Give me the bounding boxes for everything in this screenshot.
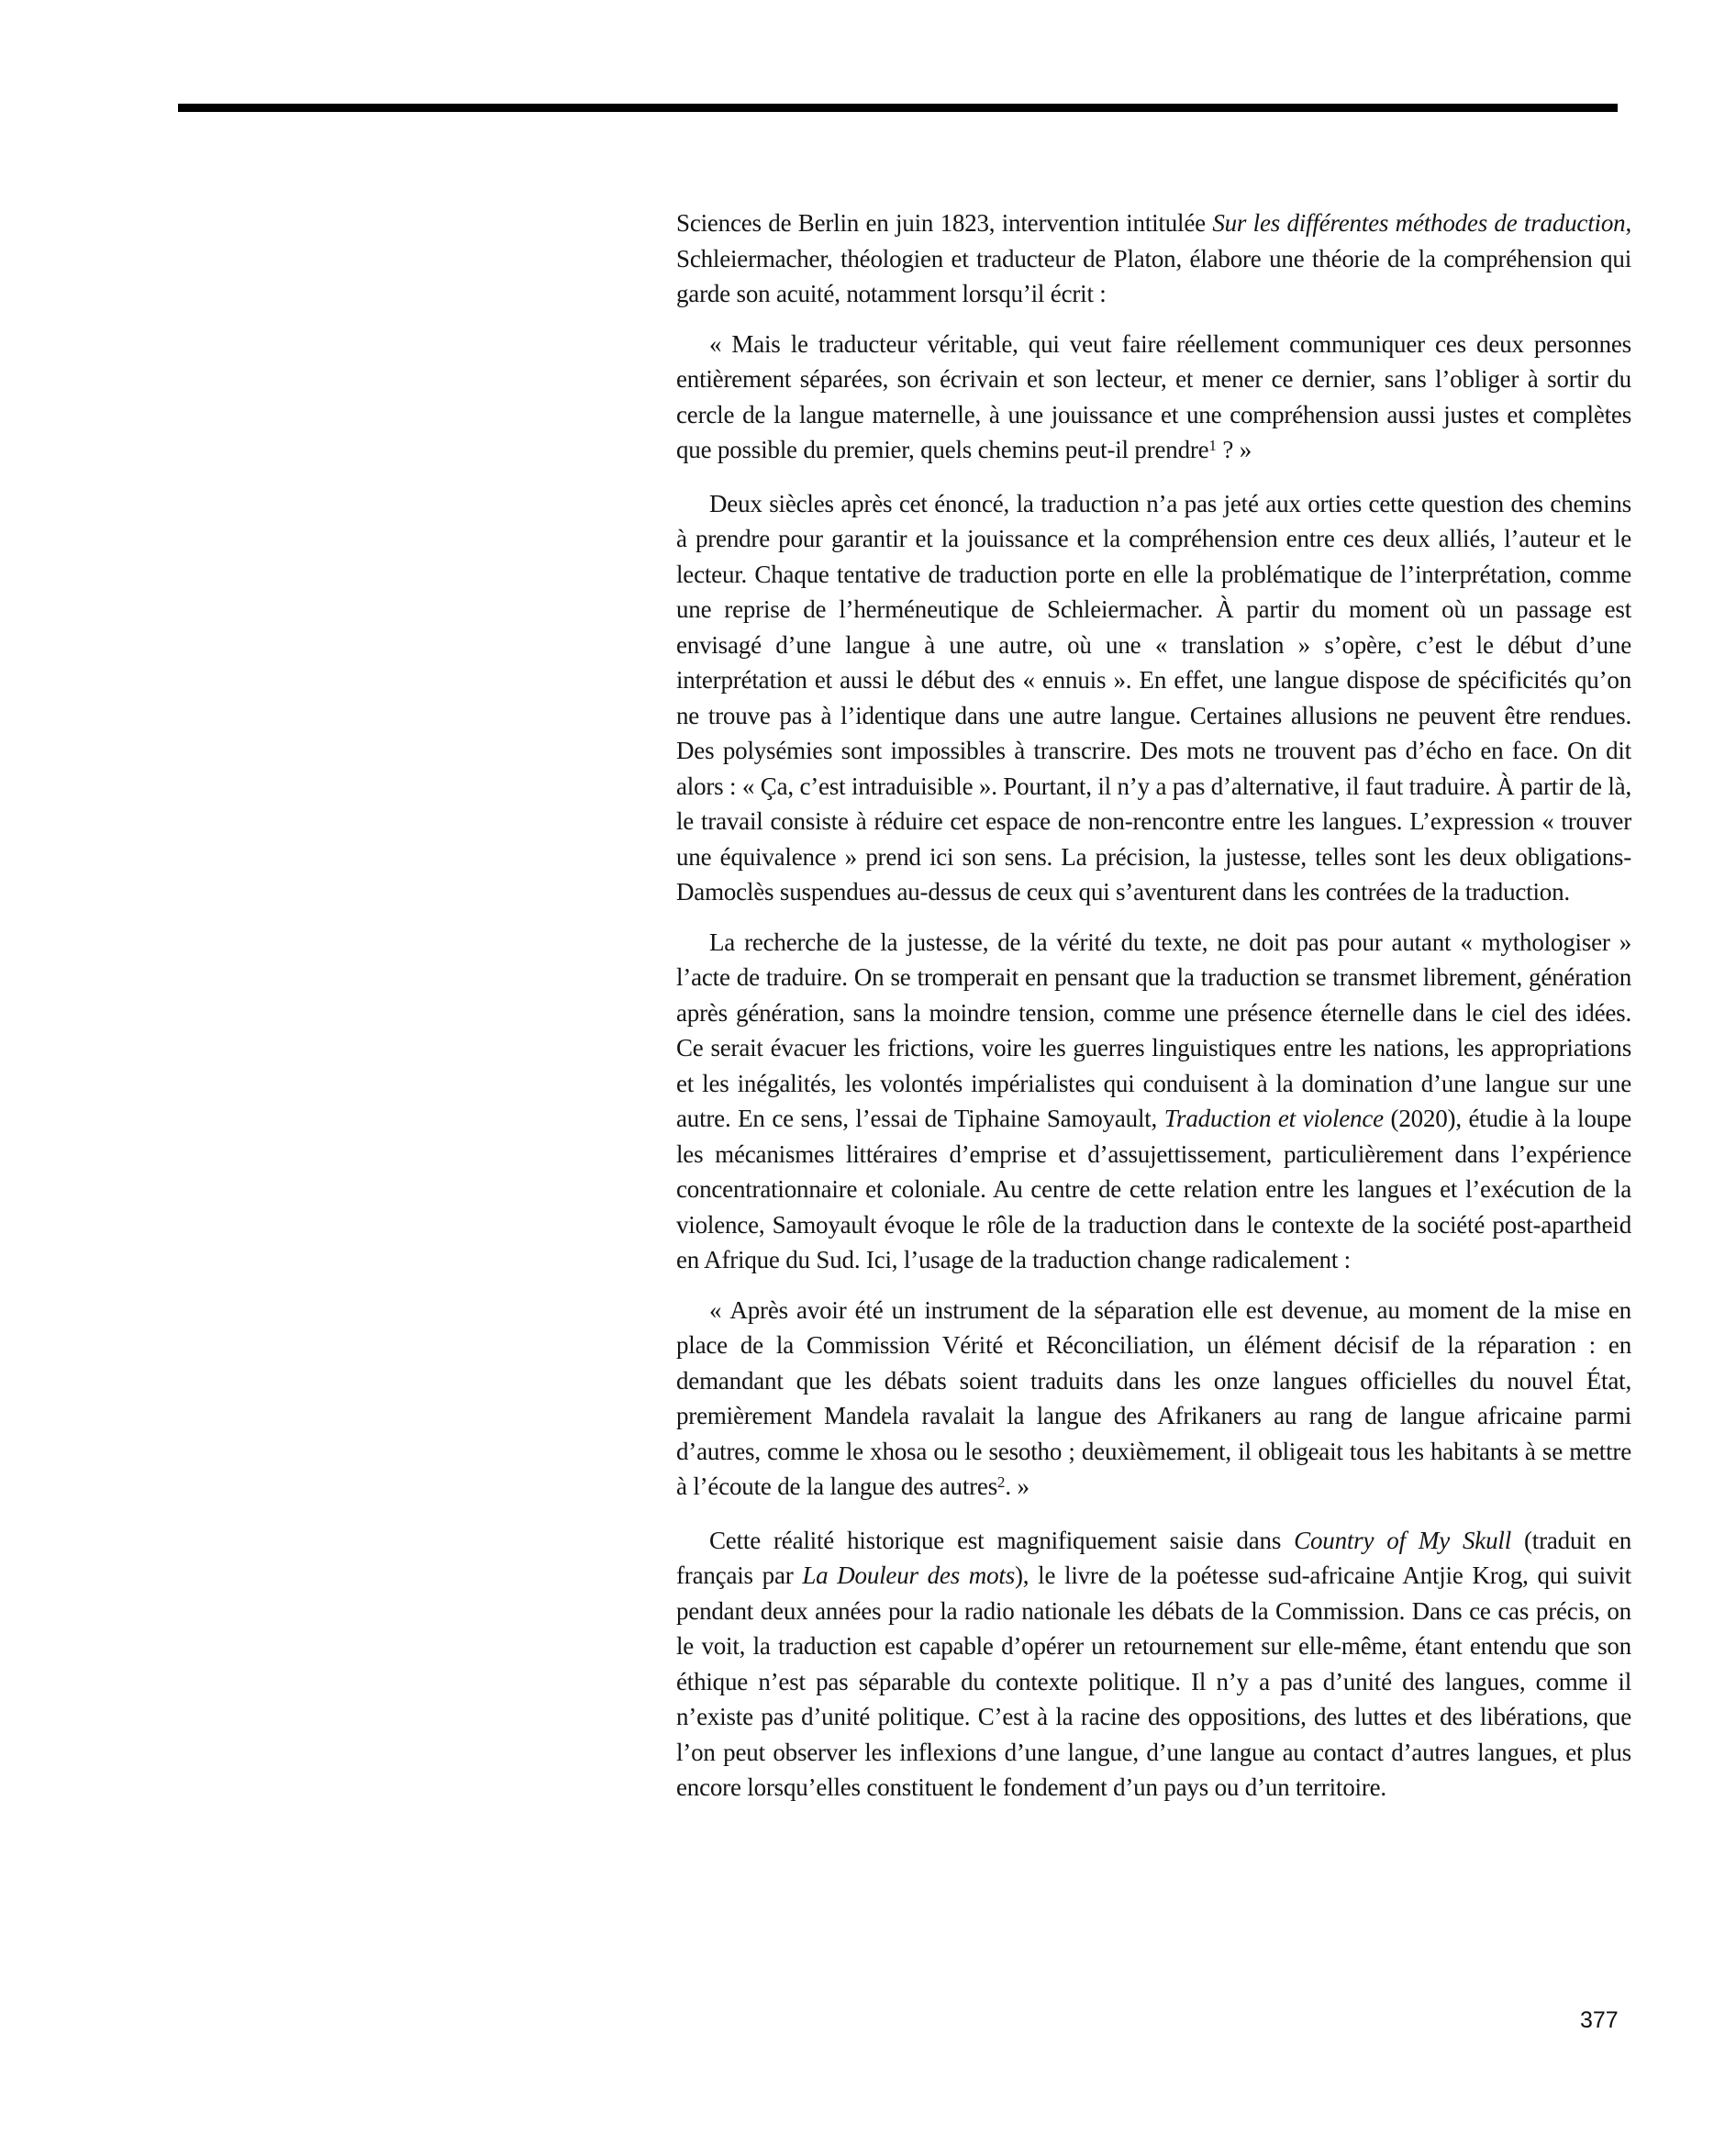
paragraph-intro	[676, 206, 1631, 312]
header-rule	[178, 104, 1618, 112]
page-number: 377	[1580, 2007, 1619, 2033]
text-segment: , Schleiermacher, théologien et traducteur de Platon, élabore une théorie de la compréhension qui garde son acuité, notamment lorsqu’il écrit :	[676, 209, 1631, 307]
footnote-reference: 2	[997, 1473, 1006, 1492]
text-segment: Deux siècles après cet énoncé, la traduction n’a pas jeté aux orties cette question des chemins à prendre pour garantir et la jouissance et la compréhension entre ces deux alliés, l’auteur et le lecteur. Chaque tentative de traduction porte en elle la problématique de l’interprétation, comme une reprise de l’herméneutique de Schleiermacher. À partir du moment où un passage est envisagé d’une langue à une autre, où une « translation » s’opère, c’est le début d’une interprétation et aussi le début des « ennuis ». En effet, une langue dispose de spécificités qu’on ne trouve pas à l’identique dans une autre langue. Certaines allusions ne peuvent être rendues. Des polysémies sont impossibles à transcrire. Des mots ne trouvent pas d’écho en face. On dit alors : « Ça, c’est intraduisible ». Pourtant, il n’y a pas d’alternative, il faut traduire. À partir de là, le travail consiste à réduire cet espace de non-rencontre entre les langues. L’expression « trouver une équivalence » prend ici son sens. La précision, la justesse, telles sont les deux obligations-Damoclès suspendues au-dessus de ceux qui s’aventurent dans les contrées de la traduction.	[676, 489, 1631, 906]
paragraph-quote-schleiermacher	[676, 327, 1631, 472]
text-segment: (2020), étudie à la loupe les mécanismes littéraires d’emprise et d’assujettissement, particulièrement dans l’expérience concentrationnaire et coloniale. Au centre de cette relation entre les langues et l’exécution de la violence, Samoyault évoque le rôle de la traduction dans le contexte de la société post-apartheid en Afrique du Sud. Ici, l’usage de la traduction change radicalement :	[676, 1105, 1632, 1273]
text-segment: ), le livre de la poétesse sud-africaine Antjie Krog, qui suivit pendant deux années pour la radio nationale les débats de la Commission. Dans ce cas précis, on le voit, la traduction est capable d’opérer un retournement sur elle-même, étant entendu que son éthique n’est pas séparable du contexte politique. Il n’y a pas d’unité des langues, comme il n’existe pas d’unité politique. C’est à la racine des oppositions, des luttes et des libérations, que l’on peut observer les inflexions d’une langue, d’une langue au contact d’autres langues, et plus encore lorsqu’elles constituent le fondement d’un pays ou d’un territoire.	[676, 1561, 1631, 1801]
text-segment: « Mais le traducteur véritable, qui veut faire réellement communiquer ces deux personnes entièrement séparées, son écrivain et son lecteur, et mener ce dernier, sans l’obliger à sortir du cercle de la langue maternelle, à une jouissance et une compréhension aussi justes et complètes que possible du premier, quels chemins peut-il prendre	[676, 329, 1631, 463]
text-segment: « Après avoir été un instrument de la séparation elle est devenue, au moment de la mise en place de la Commission Vérité et Réconciliation, un élément décisif de la réparation : en demandant que les débats soient traduits dans les onze langues officielles du nouvel État, premièrement Mandela ravalait la langue des Afrikaners au rang de langue africaine parmi d’autres, comme le xhosa ou le sesotho ; deuxièmement, il obligeait tous les habitants à se mettre à l’écoute de la langue des autres	[676, 1295, 1631, 1500]
paragraph-deux-siecles	[676, 486, 1631, 910]
text-segment: . »	[1005, 1473, 1029, 1500]
text-segment: Sciences de Berlin en juin 1823, intervention intitulée	[676, 209, 1213, 237]
paragraph-recherche-justesse	[676, 925, 1631, 1278]
italic-segment: Traduction et violence	[1163, 1105, 1384, 1132]
text-segment: La recherche de la justesse, de la vérité du texte, ne doit pas pour autant « mythologiser » l’acte de traduire. On se tromperait en pensant que la traduction se transmet librement, génération après génération, sans la moindre tension, comme une présence éternelle dans le ciel des idées. Ce serait évacuer les frictions, voire les guerres linguistiques entre les nations, les appropriations et les inégalités, les volontés impérialistes qui conduisent à la domination d’une langue sur une autre. En ce sens, l’essai de Tiphaine Samoyault,	[676, 928, 1631, 1132]
text-segment: Cette réalité historique est magnifiquement saisie dans	[709, 1526, 1295, 1554]
text-segment: (traduit en français par	[676, 1526, 1631, 1589]
text-column	[676, 206, 1631, 1820]
italic-segment: Sur les différentes méthodes de traduction	[1212, 209, 1626, 237]
italic-segment: Country of My Skull	[1294, 1526, 1511, 1554]
italic-segment: La Douleur des mots	[802, 1561, 1016, 1589]
footnote-reference: 1	[1208, 437, 1217, 455]
text-segment: ? »	[1216, 436, 1252, 463]
paragraph-country-of-my-skull	[676, 1523, 1631, 1806]
paragraph-quote-samoyault	[676, 1293, 1631, 1508]
